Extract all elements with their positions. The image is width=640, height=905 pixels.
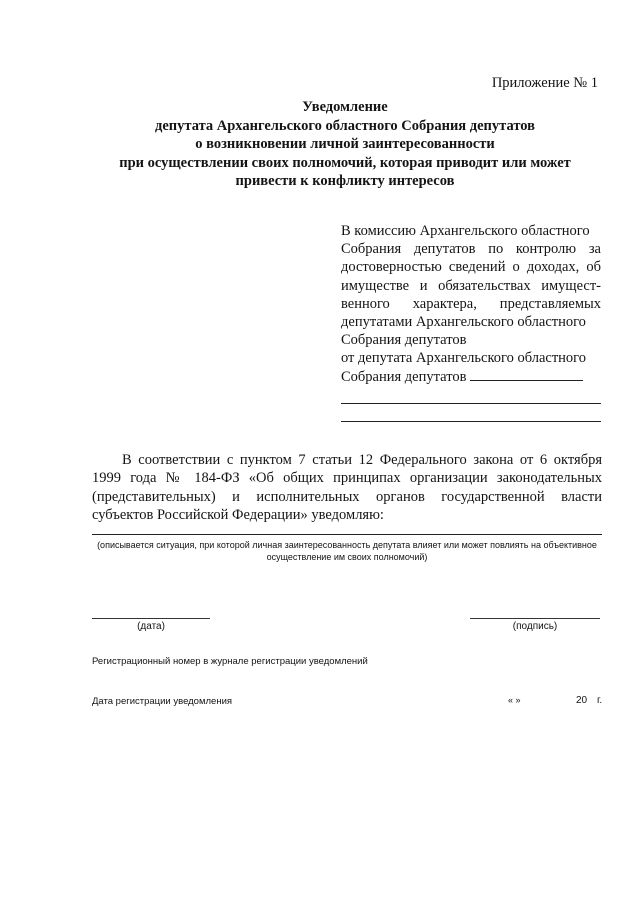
document-title — [60, 98, 630, 191]
addressee-line — [341, 368, 601, 386]
signature-field[interactable] — [470, 618, 600, 619]
addressee-block — [341, 222, 601, 422]
deputy-name-field[interactable] — [470, 368, 583, 381]
situation-field[interactable] — [92, 534, 602, 535]
addressee-line: имуществе и обязательствах имущест- — [341, 277, 601, 294]
addressee-line: депутатами Архангельского областного — [341, 314, 586, 331]
registration-day-field[interactable]: « » — [508, 695, 521, 705]
title-line: Уведомление — [302, 99, 388, 115]
deputy-name-field-2[interactable] — [341, 386, 601, 404]
addressee-line: В комиссию Архангельского областного — [341, 223, 590, 239]
title-line: привести к конфликту интересов — [235, 173, 455, 189]
registration-date-label: Дата регистрации уведомления — [92, 696, 233, 707]
registration-number-label: Регистрационный номер в журнале регистрации уведомлений — [92, 656, 368, 667]
caption-line: осуществление им своих полномочий) — [266, 552, 428, 562]
addressee-line: Собрания депутатов по контролю за — [341, 241, 601, 258]
deputy-name-field-3[interactable] — [341, 404, 601, 422]
signature-caption: (подпись) — [512, 621, 558, 632]
body-line: (представительных) и исполнительных органов государственной власти — [92, 488, 602, 505]
date-caption: (дата) — [137, 621, 165, 632]
addressee-line: венного характера, представляемых — [341, 295, 601, 312]
addressee-line: достоверностью сведений о доходах, об — [341, 259, 601, 276]
body-line: 1999 года № 184-ФЗ «Об общих принципах организации законодательных — [92, 470, 602, 487]
addressee-line: от депутата Архангельского областного — [341, 350, 587, 367]
title-line: при осуществлении своих полномочий, которая приводит или может — [119, 154, 571, 171]
title-line: о возникновении личной заинтересованности — [195, 136, 495, 152]
body-line: субъектов Российской Федерации» уведомляю: — [92, 507, 384, 524]
addressee-line-text: Собрания депутатов — [341, 368, 467, 385]
registration-year-suffix: г. — [597, 695, 603, 706]
situation-caption — [92, 539, 602, 563]
appendix-label: Приложение № 1 — [491, 75, 598, 91]
title-line: депутата Архангельского областного Собрания депутатов — [155, 117, 535, 134]
caption-line: (описывается ситуация, при которой личная заинтересованность депутата влияет или может повлиять на объективное — [97, 540, 597, 550]
addressee-line: Собрания депутатов — [341, 332, 467, 349]
body-paragraph — [92, 451, 602, 525]
body-line: В соответствии с пунктом 7 статьи 12 Федерального закона от 6 октября — [122, 452, 602, 468]
registration-year-prefix: 20 — [576, 695, 588, 706]
date-field[interactable] — [92, 618, 210, 619]
